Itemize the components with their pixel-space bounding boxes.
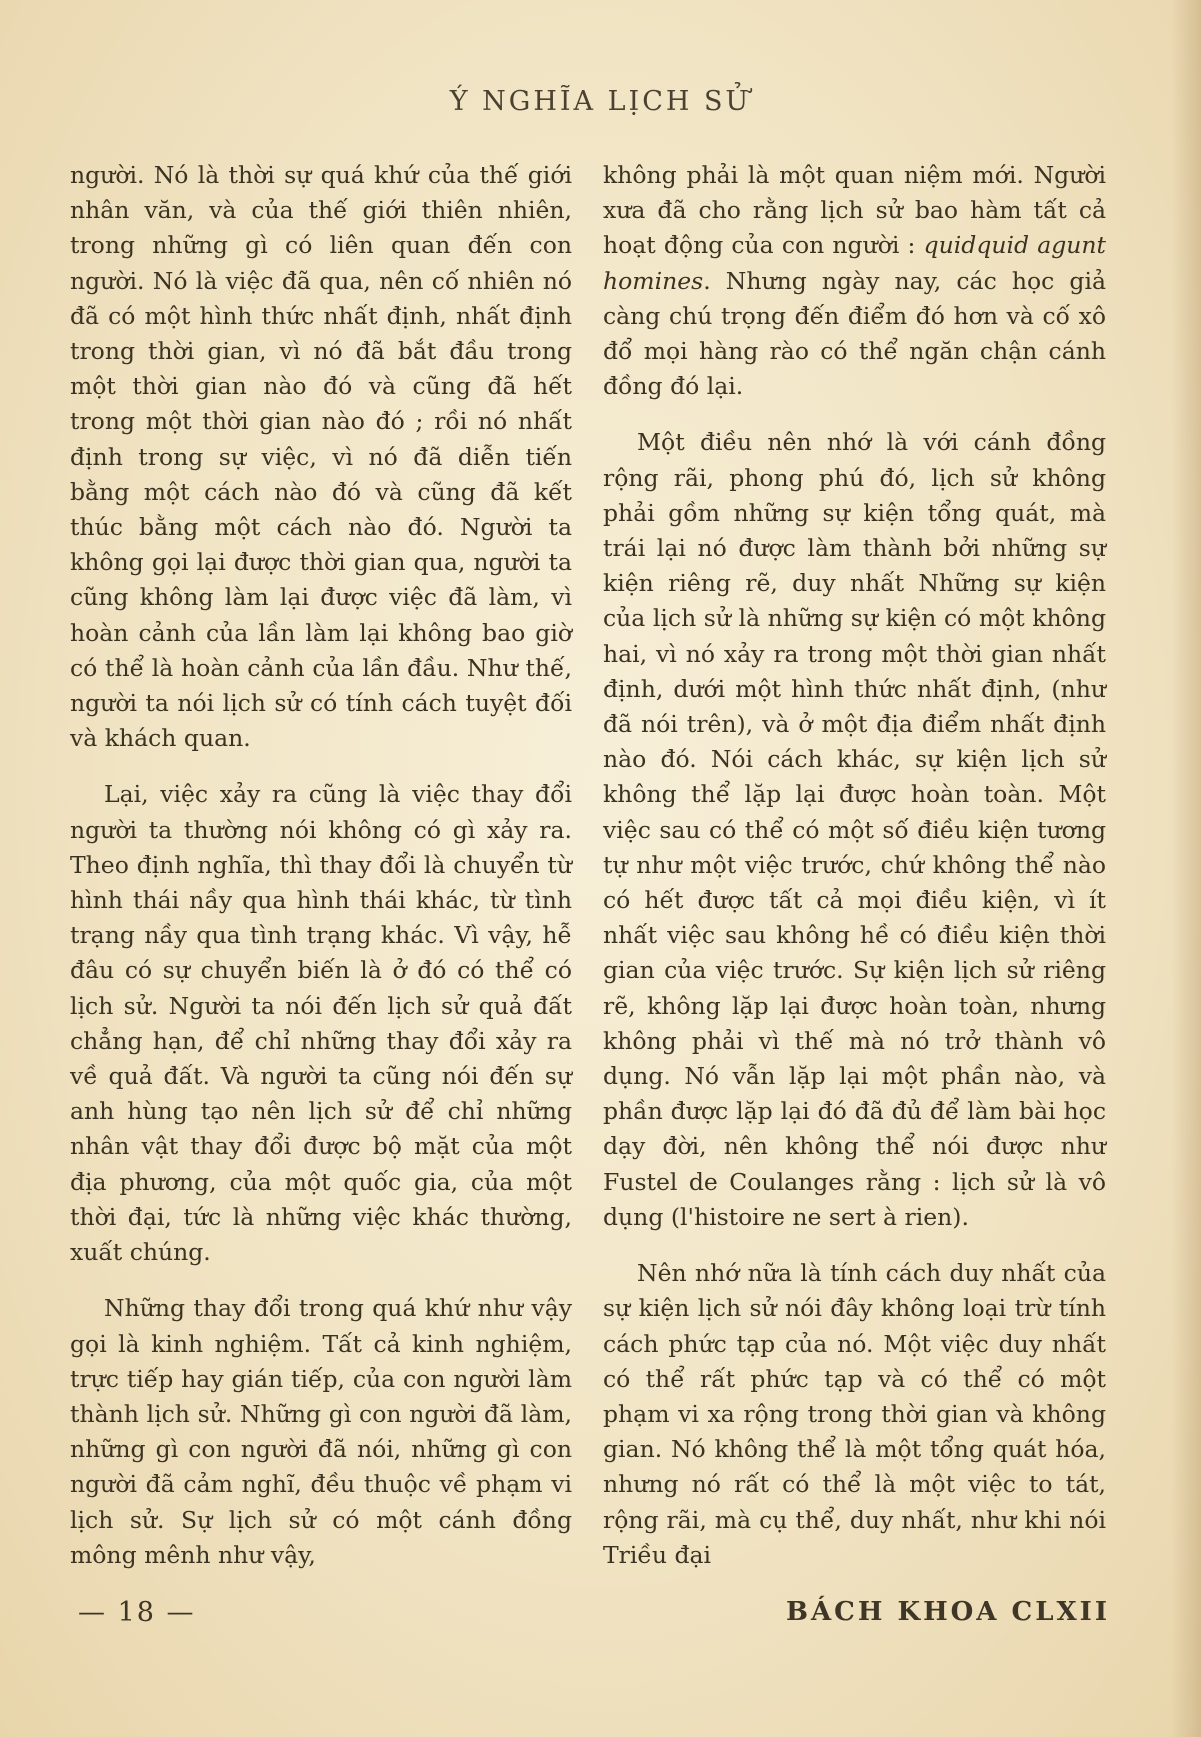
page-number: — 18 —: [78, 1597, 196, 1628]
left-column: [70, 158, 572, 1594]
paragraph: Nên nhớ nữa là tính cách duy nhất của sự kiện lịch sử nói đây không loại trừ tính cách phức tạp của nó. Một việc duy nhất có thể rất phức tạp và có thể có một phạm vi xa rộng trong thời gian và không gian. Nó không thể là một tổng quát hóa, nhưng nó rất có thể là một việc to tát, rộng rãi, mà cụ thể, duy nhất, như khi nói Triều đại: [603, 1259, 1106, 1569]
latin-phrase: quidquid agunt homines: [603, 231, 1106, 295]
running-title: Ý NGHĨA LỊCH SỬ: [449, 86, 752, 117]
paragraph: người. Nó là thời sự quá khứ của thế giới nhân văn, và của thế giới thiên nhiên, trong những gì có liên quan đến con người. Nó là việc đã qua, nên cố nhiên nó đã có một hình thức nhất định, nhất định trong thời gian, vì nó đã bắt đầu trong một thời gian nào đó và cũng đã hết trong một thời gian nào đó ; rồi nó nhất định trong sự việc, vì nó đã diễn tiến bằng một cách nào đó và cũng đã kết thúc bằng một cách nào đó. Người ta không gọi lại được thời gian qua, người ta cũng không làm lại được việc đã làm, vì hoàn cảnh của lần làm lại không bao giờ có thể là hoàn cảnh của lần đầu. Như thế, người ta nói lịch sử có tính cách tuyệt đối và khách quan.: [70, 161, 572, 753]
paragraph: Một điều nên nhớ là với cánh đồng rộng rãi, phong phú đó, lịch sử không phải gồm những sự kiện tổng quát, mà trái lại nó được làm thành bởi những sự kiện riêng rẽ, duy nhất Những sự kiện của lịch sử là những sự kiện có một không hai, vì nó xảy ra trong một thời gian nhất định, dưới một hình thức nhất định, (như đã nói trên), và ở một địa điểm nhất định nào đó. Nói cách khác, sự kiện lịch sử không thể lặp lại được hoàn toàn. Một việc sau có thể có một số điều kiện tương tự như một việc trước, chứ không thể nào có hết được tất cả mọi điều kiện, vì ít nhất việc sau không hề có điều kiện thời gian của việc trước. Sự kiện lịch sử riêng rẽ, không lặp lại được hoàn toàn, nhưng không phải vì thế mà nó trở thành vô dụng. Nó vẫn lặp lại một phần nào, và phần được lặp lại đó đã đủ để làm bài học dạy đời, nên không thể nói được như Fustel de Coulanges rằng : lịch sử là vô dụng (l'histoire ne sert à rien).: [603, 428, 1106, 1231]
text-run: không phải là một quan niệm mới. Người xưa đã cho rằng lịch sử bao hàm tất cả hoạt động của con người :: [603, 161, 1106, 260]
text-run: . Nhưng ngày nay, các học giả càng chú trọng đến điểm đó hơn và cố xô đổ mọi hàng rào có thể ngăn chận cánh đồng đó lại.: [603, 266, 1106, 401]
paragraph: [603, 158, 1106, 404]
paragraph: Lại, việc xảy ra cũng là việc thay đổi người ta thường nói không có gì xảy ra. Theo định nghĩa, thì thay đổi là chuyển từ hình thái nầy qua hình thái khác, từ tình trạng nầy qua tình trạng khác. Vì vậy, hễ đâu có sự chuyển biến là ở đó có thể có lịch sử. Người ta nói đến lịch sử quả đất chẳng hạn, để chỉ những thay đổi xảy ra về quả đất. Và người ta cũng nói đến sự anh hùng tạo nên lịch sử để chỉ những nhân vật thay đổi được bộ mặt của một địa phương, của một quốc gia, của một thời đại, tức là những việc khác thường, xuất chúng.: [70, 780, 572, 1267]
paragraph: Những thay đổi trong quá khứ như vậy gọi là kinh nghiệm. Tất cả kinh nghiệm, trực tiếp hay gián tiếp, của con người làm thành lịch sử. Những gì con người đã làm, những gì con người đã nói, những gì con người đã cảm nghĩ, đều thuộc về phạm vi lịch sử. Sự lịch sử có một cánh đồng mông mênh như vậy,: [70, 1294, 572, 1569]
page-edge-shade: [1171, 0, 1201, 1737]
magazine-name: BÁCH KHOA CLXII: [786, 1597, 1110, 1627]
right-column: [603, 158, 1106, 1594]
